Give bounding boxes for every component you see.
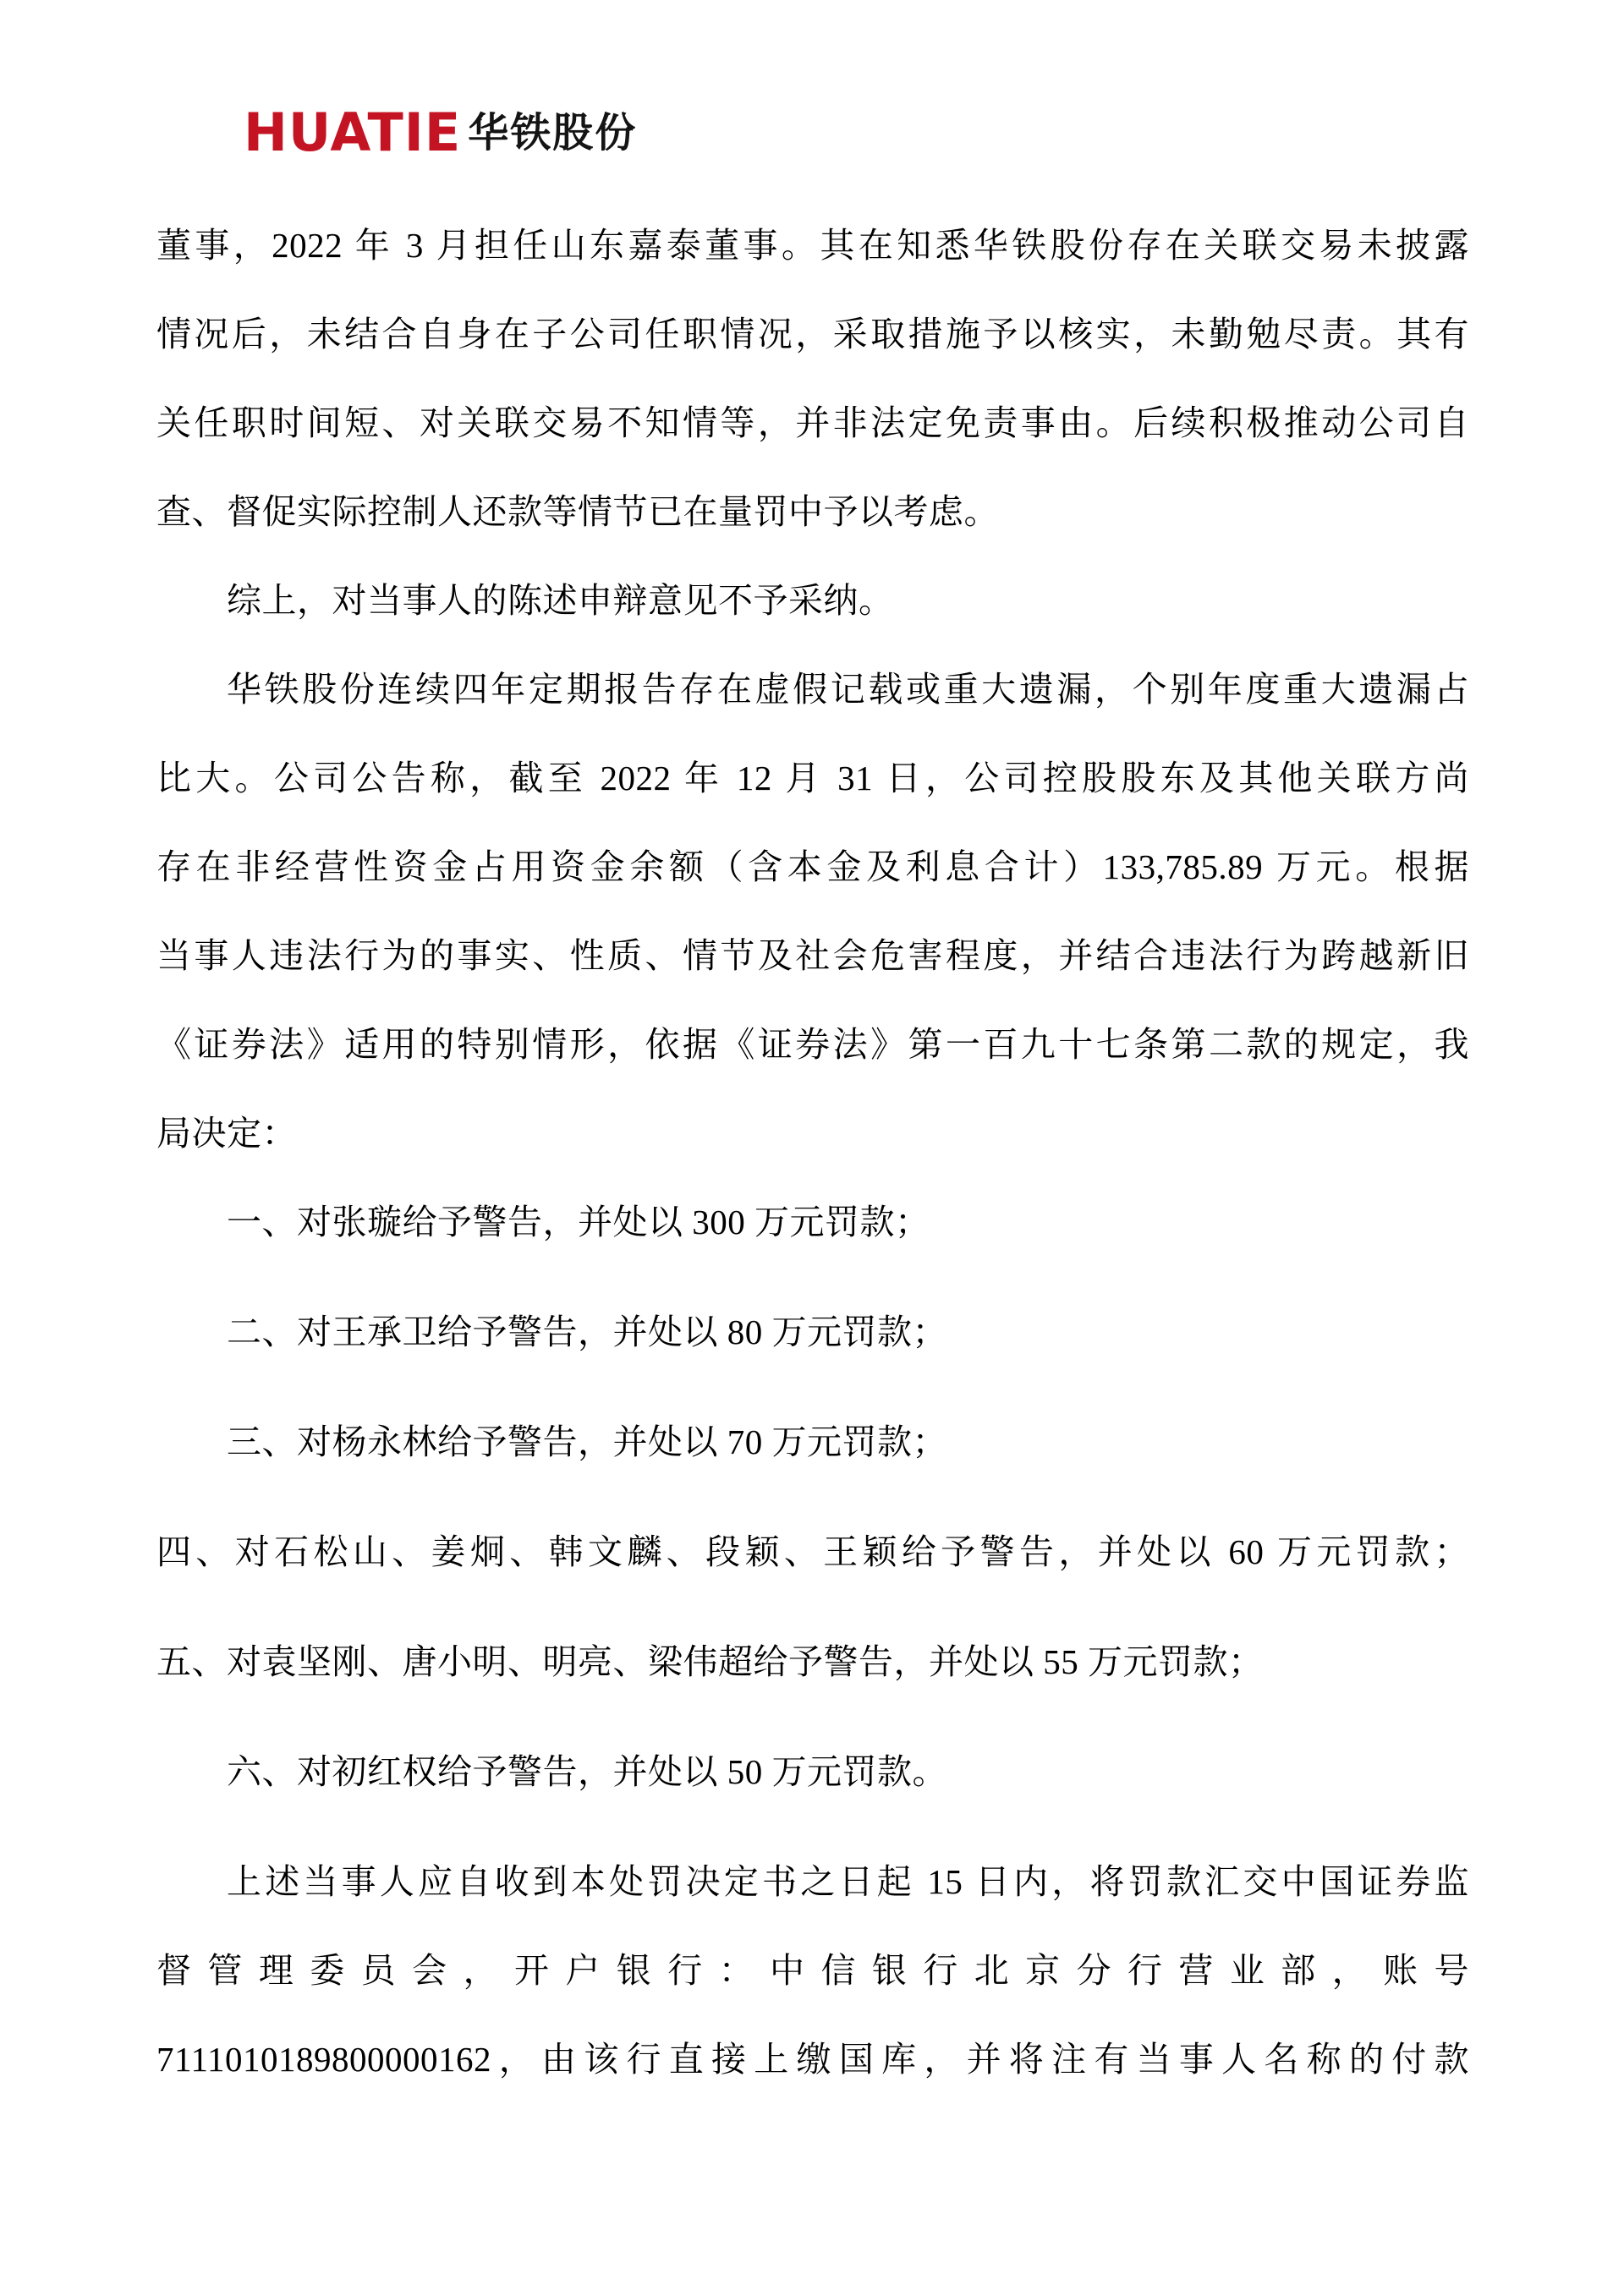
penalty-item: 六、对初红权给予警告，并处以 50 万元罚款。: [227, 1752, 947, 1791]
company-logo: [244, 101, 638, 163]
body-line: 情况后，未结合自身在子公司任职情况，采取措施予以核实，未勤勉尽责。其有: [156, 315, 1469, 353]
body-line: 综上，对当事人的陈述申辩意见不予采纳。: [227, 581, 894, 620]
body-line: 华铁股份连续四年定期报告存在虚假记载或重大遗漏，个别年度重大遗漏占: [227, 670, 1469, 709]
body-line: 关任职时间短、对关联交易不知情等，并非法定免责事由。后续积极推动公司自: [156, 403, 1469, 442]
paragraph-payment-instructions: [156, 1838, 1469, 2104]
body-line: 比大。公司公告称，截至 2022 年 12 月 31 日，公司控股股东及其他关联方尚: [156, 759, 1469, 797]
paragraph-conclusion: [156, 556, 1469, 645]
penalty-list: [156, 1178, 1469, 1817]
body-line: 局决定：: [156, 1114, 297, 1153]
body-line: 督管理委员会，开户银行：中信银行北京分行营业部，账号: [156, 1951, 1469, 1990]
document-body: [156, 201, 1469, 2104]
penalty-item: 四、对石松山、姜炯、韩文麟、段颖、王颖给予警告，并处以 60 万元罚款；: [156, 1532, 1469, 1571]
body-line: 《证券法》适用的特别情形，依据《证券法》第一百九十七条第二款的规定，我: [156, 1025, 1469, 1064]
penalty-item: 三、对杨永林给予警告，并处以 70 万元罚款；: [227, 1422, 947, 1461]
logo-latin-text: HUATIE: [244, 101, 462, 163]
penalty-item: 五、对袁坚刚、唐小明、明亮、梁伟超给予警告，并处以 55 万元罚款；: [156, 1642, 1264, 1681]
body-line: 上述当事人应自收到本处罚决定书之日起 15 日内，将罚款汇交中国证券监: [227, 1862, 1469, 1901]
body-line: 查、督促实际控制人还款等情节已在量罚中予以考虑。: [156, 492, 999, 531]
penalty-item: 一、对张璇给予警告，并处以 300 万元罚款；: [227, 1203, 930, 1241]
penalty-item: 二、对王承卫给予警告，并处以 80 万元罚款；: [227, 1312, 947, 1351]
body-line: 存在非经营性资金占用资金余额（含本金及利息合计）133,785.89 万元。根据: [156, 847, 1469, 886]
body-line: 7111010189800000162，由该行直接上缴国库，并将注有当事人名称的付款: [156, 2040, 1469, 2079]
paragraph-decision-basis: [156, 645, 1469, 1178]
paragraph-defense-analysis: [156, 201, 1469, 556]
logo-cjk-text: 华铁股份: [468, 109, 638, 156]
body-line: 当事人违法行为的事实、性质、情节及社会危害程度，并结合违法行为跨越新旧: [156, 936, 1469, 975]
body-line: 董事，2022 年 3 月担任山东嘉泰董事。其在知悉华铁股份存在关联交易未披露: [156, 226, 1469, 265]
